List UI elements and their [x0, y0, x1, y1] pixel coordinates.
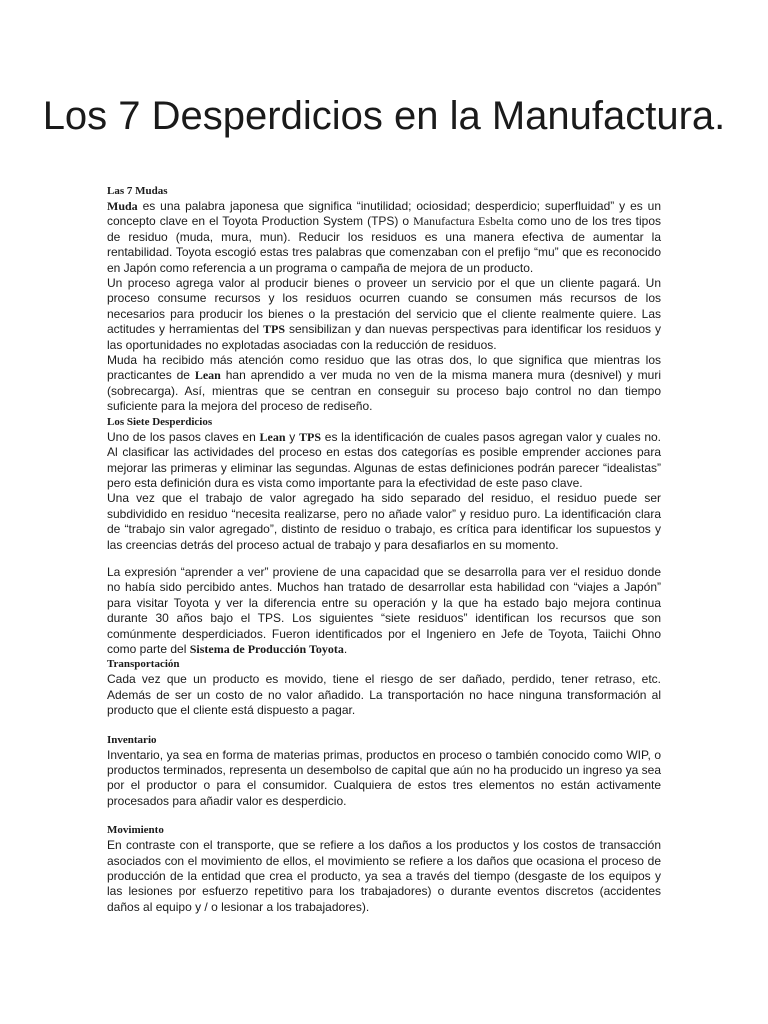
- term-manufactura-esbelta: Manufactura Esbelta: [413, 214, 514, 229]
- text-run: como uno de los tres tipos de residuo (muda, mura, mun). Reducir los residuos es una manera efectiva de aumentar la rentabilidad. Toyota escogió estas tres palabras que comenzaban con el prefijo “mu” que es reconocido en Japón como referencia a un programa o campaña de mejora de un producto.: [107, 214, 661, 275]
- section-heading-siete-desperdicios: Los Siete Desperdicios: [107, 415, 213, 428]
- section-heading-movimiento: Movimiento: [107, 824, 164, 837]
- page-title: Los 7 Desperdicios en la Manufactura.: [42, 94, 726, 138]
- spacer: [107, 719, 661, 733]
- text-run: Uno de los pasos claves en: [107, 429, 260, 444]
- term-lean: Lean: [259, 429, 286, 444]
- paragraph-muda-definition: [107, 199, 661, 276]
- text-run: Muda ha recibido más atención como residuo que las otras dos, lo que significa que mientras los practicantes de: [107, 353, 661, 383]
- spacer: [107, 809, 661, 823]
- term-lean: Lean: [194, 368, 221, 383]
- paragraph-aprender-a-ver: [107, 565, 661, 657]
- text-run: han aprendido a ver muda no ven de la misma manera mura (desnivel) y muri (sobrecarga). Así, mientras que se centran en conseguir su proceso bajo control no dan tiempo suficiente para la mejora del proceso de rediseño.: [107, 368, 661, 414]
- paragraph-proceso-valor: [107, 276, 661, 353]
- document-body: [107, 184, 661, 915]
- term-tps: TPS: [263, 322, 286, 337]
- text-run: .: [343, 641, 348, 656]
- paragraph-muda-atencion: [107, 353, 661, 415]
- paragraph-movimiento: En contraste con el transporte, que se refiere a los daños a los productos y los costos de transacción asociados con el movimiento de ellos, el movimiento se refiere a los daños que ocasiona el proceso de producción de la entidad que crea el producto, ya sea a través del tiempo (desgaste de los equipos y las lesiones por esfuerzo repetitivo para los trabajadores) o durante eventos discretos (accidentes daños al equipo y / o lesionar a los trabajadores).: [107, 838, 661, 914]
- text-run: y: [285, 429, 300, 444]
- paragraph-pasos-claves: [107, 430, 661, 492]
- term-muda: Muda: [107, 199, 138, 213]
- section-heading-las-7-mudas: Las 7 Mudas: [107, 185, 168, 197]
- section-heading-transportacion: Transportación: [107, 658, 180, 671]
- text-run: Un proceso agrega valor al producir bienes o proveer un servicio por el que un cliente pagará. Un proceso consume recursos y los residuos ocurren cuando se consumen más recursos de los necesarios para producir los bienes o la prestación del servicio que el cliente realmente quiere. Las actitudes y herramientas del: [107, 276, 661, 337]
- spacer: [107, 553, 661, 565]
- text-run: es una palabra japonesa que significa “inutilidad; ociosidad; desperdicio; superfluidad” y es un concepto clave en el Toyota Production System (TPS) o: [107, 199, 661, 229]
- term-sistema-produccion-toyota: Sistema de Producción Toyota: [189, 641, 344, 656]
- text-run: La expresión “aprender a ver” proviene de una capacidad que se desarrolla para ver el residuo donde no había sido percibido antes. Muchos han tratado de desarrollar esta habilidad con “viajes a Japón” para visitar Toyota y ver la diferencia entre su operación y la que ha estado bajo mejora continua durante 30 años bajo el TPS. Los siguientes “siete residuos” identifican los recursos que son comúnmente desperdiciados. Fueron identificados por el Ingeniero en Jefe de Toyota, Taiichi Ohno como parte del: [107, 564, 661, 656]
- paragraph-valor-agregado: Una vez que el trabajo de valor agregado ha sido separado del residuo, el residuo puede ser subdividido en residuo “necesita realizarse, pero no añade valor” y residuo puro. La identificación clara de “trabajo sin valor agregado”, distinto de residuo o trabajo, es crítica para identificar los supuestos y las creencias detrás del proceso actual de trabajo y para desafiarlos en su momento.: [107, 491, 661, 552]
- paragraph-transportacion: Cada vez que un producto es movido, tiene el riesgo de ser dañado, perdido, tener retraso, etc. Además de ser un costo de no valor añadido. La transportación no hace ninguna transformación al producto que el cliente está dispuesto a pagar.: [107, 672, 661, 718]
- text-run: sensibilizan y dan nuevas perspectivas para identificar los residuos y las oportunidades no explotadas asociadas con la reducción de residuos.: [107, 322, 661, 352]
- term-tps: TPS: [299, 429, 322, 444]
- text-run: es la identificación de cuales pasos agregan valor y cuales no. Al clasificar las actividades del proceso en estas dos categorías es posible emprender acciones para mejorar las primeras y eliminar las segundas. Algunas de estas definiciones podrán parecer “idealistas” pero esta definición dura es vista como importante para la efectividad de este paso clave.: [107, 429, 662, 490]
- section-heading-inventario: Inventario: [107, 733, 157, 746]
- paragraph-inventario: Inventario, ya sea en forma de materias primas, productos en proceso o también conocido como WIP, o productos terminados, representa un desembolso de capital que aún no ha producido un ingreso ya sea por el productor o para el consumidor. Cualquiera de estos tres elementos no están activamente procesados para añadir valor es desperdicio.: [107, 747, 661, 808]
